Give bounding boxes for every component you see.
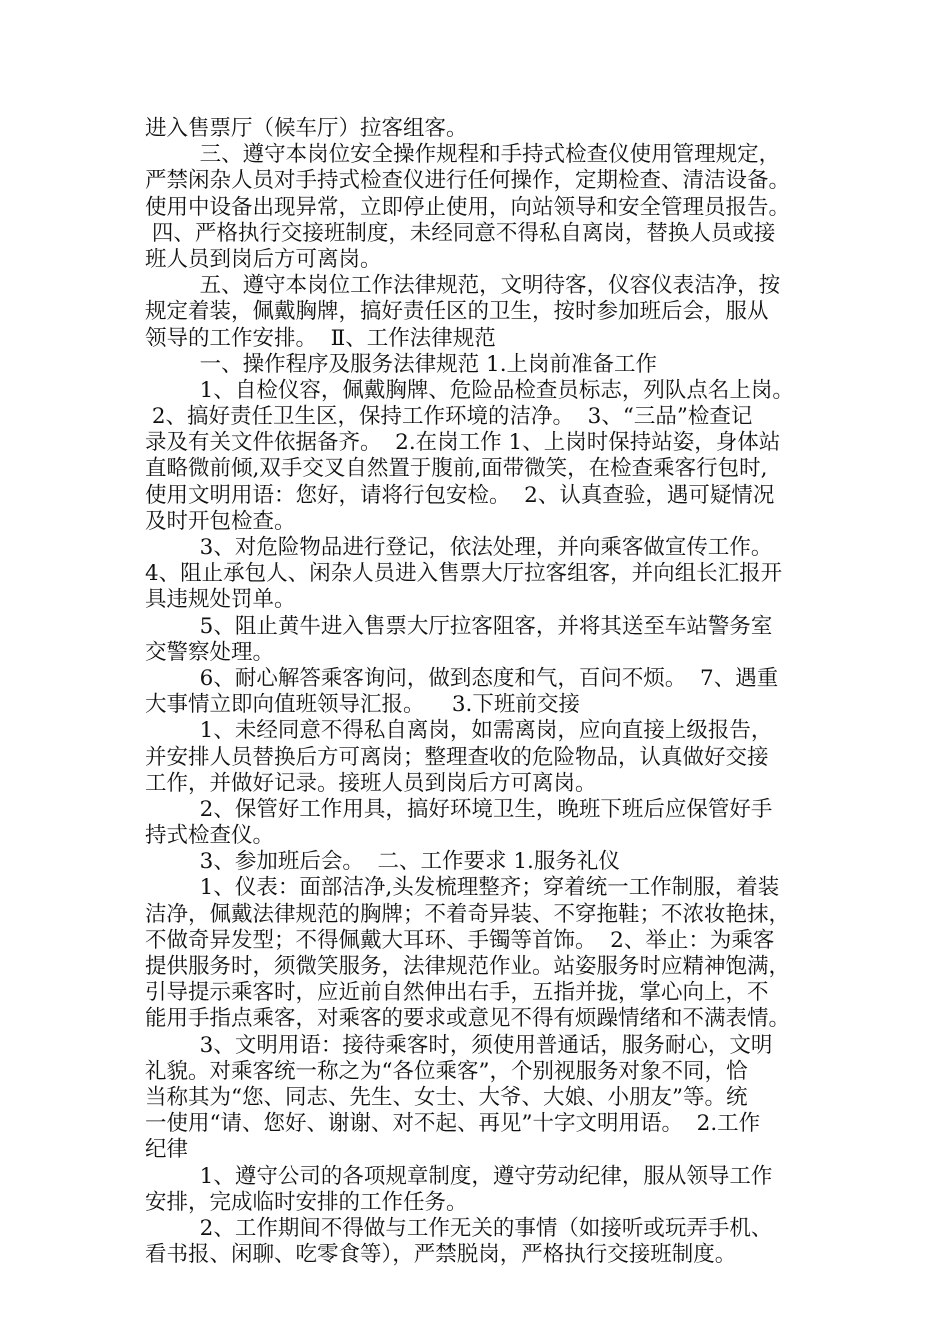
text-line: 五、遵守本岗位工作法律规范，文明待客，仪容仪表洁净，按: [145, 273, 781, 299]
text-line: 纪律: [145, 1137, 189, 1163]
text-line: 领导的工作安排。 Ⅱ、工作法律规范: [145, 325, 496, 351]
text-line: 看书报、闲聊、吃零食等），严禁脱岗，严格执行交接班制度。: [145, 1242, 737, 1268]
text-line: 安排，完成临时安排的工作任务。: [145, 1189, 468, 1215]
text-line: 不做奇异发型；不得佩戴大耳环、手镯等首饰。 2、举止：为乘客: [145, 927, 775, 953]
text-line: 持式检查仪。: [145, 823, 275, 849]
document-body: [145, 116, 810, 1268]
text-line: 1、仪表：面部洁净,头发梳理整齐；穿着统一工作制服，着装: [145, 875, 780, 901]
text-line: 4、阻止承包人、闲杂人员进入售票大厅拉客组客，并向组长汇报开: [145, 561, 783, 587]
text-line: 及时开包检查。: [145, 508, 296, 534]
text-line: 洁净，佩戴法律规范的胸牌；不着奇异装、不穿拖鞋；不浓妆艳抹，: [145, 901, 791, 927]
text-line: 使用文明用语：您好，请将行包安检。 2、认真查验，遇可疑情况: [145, 482, 775, 508]
text-line: 严禁闲杂人员对手持式检查仪进行任何操作，定期检查、清洁设备。: [145, 168, 791, 194]
text-line: 交警察处理。: [145, 639, 275, 665]
text-line: 2、搞好责任卫生区，保持工作环境的洁净。 3、“三品”检查记: [145, 404, 753, 430]
text-line: 礼貌。对乘客统一称之为“各位乘客”，个别视服务对象不同，恰: [145, 1058, 748, 1084]
text-line: 3、文明用语：接待乘客时，须使用普通话，服务耐心，文明: [145, 1032, 773, 1058]
text-line: 四、严格执行交接班制度，未经同意不得私自离岗，替换人员或接: [145, 220, 776, 246]
text-line: 班人员到岗后方可离岗。: [145, 246, 382, 272]
text-line: 并安排人员替换后方可离岗；整理查收的危险物品，认真做好交接: [145, 744, 769, 770]
text-line: 2、保管好工作用具，搞好环境卫生，晚班下班后应保管好手: [145, 796, 773, 822]
text-line: 1、遵守公司的各项规章制度，遵守劳动纪律，服从领导工作: [145, 1163, 773, 1189]
text-line: 具违规处罚单。: [145, 587, 296, 613]
text-line: 大事情立即向值班领导汇报。 3.下班前交接: [145, 692, 580, 718]
text-line: 2、工作期间不得做与工作无关的事情（如接听或玩弄手机、: [145, 1215, 773, 1241]
text-line: 进入售票厅（候车厅）拉客组客。: [145, 116, 468, 141]
text-line: 录及有关文件依据备齐。 2.在岗工作 1、上岗时保持站姿，身体站: [145, 430, 781, 456]
text-line: 一、操作程序及服务法律规范 1.上岗前准备工作: [145, 351, 658, 377]
text-line: 提供服务时，须微笑服务，法律规范作业。站姿服务时应精神饱满，: [145, 954, 791, 979]
text-line: 规定着装，佩戴胸牌，搞好责任区的卫生，按时参加班后会，服从: [145, 299, 769, 325]
text-line: 直略微前倾,双手交叉自然置于腹前,面带微笑，在检查乘客行包时,: [145, 456, 768, 482]
text-line: 一使用“请、您好、谢谢、对不起、再见”十字文明用语。 2.工作: [145, 1111, 761, 1137]
text-line: 引导提示乘客时，应近前自然伸出右手，五指并拢，掌心向上，不: [145, 980, 769, 1006]
text-line: 6、耐心解答乘客询问，做到态度和气，百问不烦。 7、遇重: [145, 665, 779, 691]
text-line: 工作，并做好记录。接班人员到岗后方可离岗。: [145, 770, 597, 796]
text-line: 1、自检仪容，佩戴胸牌、危险品检查员标志，列队点名上岗。: [145, 377, 794, 403]
text-line: 使用中设备出现异常，立即停止使用，向站领导和安全管理员报告。: [145, 194, 791, 220]
text-line: 三、遵守本岗位安全操作规程和手持式检查仪使用管理规定，: [145, 142, 781, 168]
text-line: 当称其为“您、同志、先生、女士、大爷、大娘、小朋友”等。统: [145, 1084, 748, 1110]
text-line: 5、阻止黄牛进入售票大厅拉客阻客，并将其送至车站警务室: [145, 613, 773, 639]
text-line: 能用手指点乘客，对乘客的要求或意见不得有烦躁情绪和不满表情。: [145, 1006, 791, 1032]
text-line: 3、参加班后会。 二、工作要求 1.服务礼仪: [145, 849, 620, 875]
text-line: 3、对危险物品进行登记，依法处理，并向乘客做宣传工作。: [145, 535, 773, 560]
text-line: 1、未经同意不得私自离岗，如需离岗，应向直接上级报告，: [145, 718, 773, 744]
